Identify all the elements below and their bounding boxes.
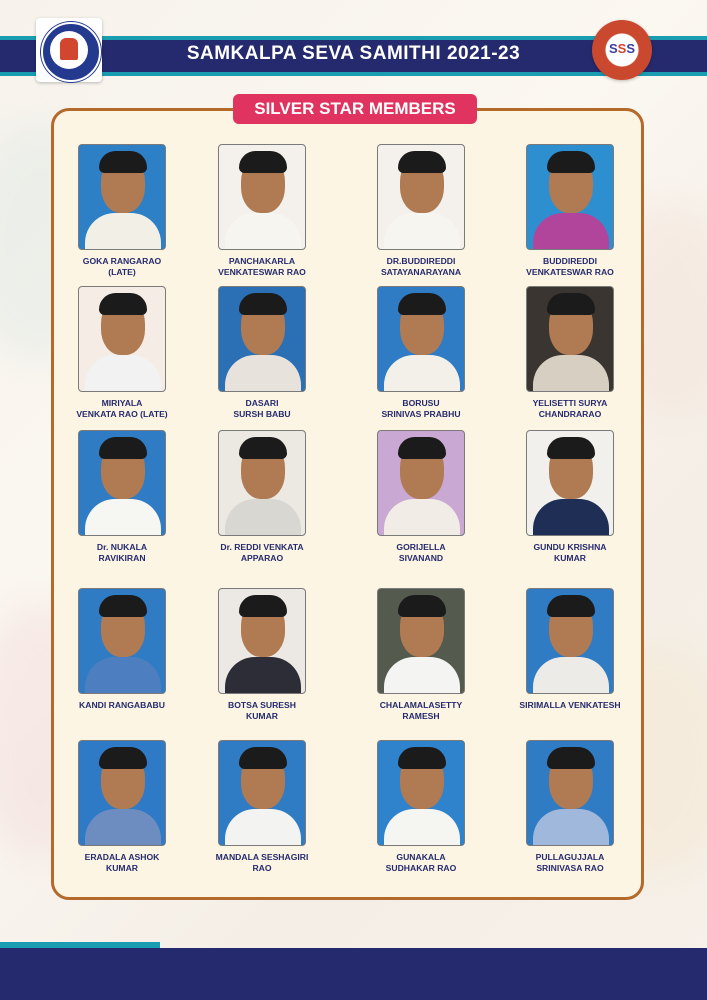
member-name-line2: RAMESH [402, 711, 440, 721]
member-name: GUNDU KRISHNA [533, 542, 607, 552]
member-photo [526, 740, 614, 846]
member-name-line2: RAVIKIRAN [98, 553, 146, 563]
member-photo [377, 740, 465, 846]
member-photo [526, 286, 614, 392]
member-name: KANDI RANGABABU [79, 700, 165, 710]
member-name-line2: KUMAR [106, 863, 138, 873]
member-name: Dr. REDDI VENKATA [220, 542, 304, 552]
samithi-seal-logo [36, 18, 102, 82]
member-name: ERADALA ASHOK [84, 852, 160, 862]
member-photo [377, 430, 465, 536]
member-photo [78, 740, 166, 846]
member-name: MIRIYALA [101, 398, 143, 408]
member-name-line2: (LATE) [108, 267, 136, 277]
section-title-banner: SILVER STAR MEMBERS [233, 94, 477, 124]
footer-band [0, 942, 707, 1000]
member-name-line2: APPARAO [240, 553, 284, 563]
member-name-line2: VENKATA RAO (LATE) [76, 409, 168, 419]
member-photo [218, 144, 306, 250]
member-photo [526, 430, 614, 536]
member-name: GOKA RANGARAO [82, 256, 162, 266]
member-name-line2: SATAYANARAYANA [380, 267, 462, 277]
member-name: BUDDIREDDI [543, 256, 597, 266]
member-photo [526, 588, 614, 694]
member-name-line2: CHANDRARAO [538, 409, 602, 419]
member-name: BORUSU [402, 398, 440, 408]
member-name-line2: SURSH BABU [233, 409, 291, 419]
member-name-line2: VENKATESWAR RAO [526, 267, 614, 277]
member-name-line2: KUMAR [246, 711, 278, 721]
member-photo [218, 588, 306, 694]
member-photo [78, 430, 166, 536]
member-photo [218, 286, 306, 392]
member-photo [526, 144, 614, 250]
member-name: GORIJELLA [396, 542, 446, 552]
member-photo [78, 588, 166, 694]
member-name: SIRIMALLA VENKATESH [519, 700, 621, 710]
member-name: MANDALA SESHAGIRI [215, 852, 309, 862]
member-name: PANCHAKARLA [228, 256, 296, 266]
member-photo [218, 430, 306, 536]
member-name: DR.BUDDIREDDI [386, 256, 456, 266]
member-photo [377, 144, 465, 250]
member-name: PULLAGUJJALA [535, 852, 605, 862]
member-name: GUNAKALA [396, 852, 446, 862]
sss-logo: SSS [592, 20, 652, 80]
member-name: Dr. NUKALA [96, 542, 148, 552]
member-name: YELISETTI SURYA [532, 398, 608, 408]
member-photo [218, 740, 306, 846]
member-name-line2: SRINIVAS PRABHU [381, 409, 461, 419]
member-name: BOTSA SURESH [228, 700, 296, 710]
member-name: DASARI [245, 398, 279, 408]
page-title: SAMKALPA SEVA SAMITHI 2021-23 [186, 43, 521, 64]
member-photo [78, 144, 166, 250]
member-name-line2: SRINIVASA RAO [536, 863, 604, 873]
member-photo [377, 588, 465, 694]
member-photo [377, 286, 465, 392]
member-photo [78, 286, 166, 392]
member-name-line2: SIVANAND [398, 553, 444, 563]
member-name-line2: RAO [252, 863, 272, 873]
member-name-line2: KUMAR [554, 553, 586, 563]
member-name: CHALAMALASETTY [379, 700, 463, 710]
member-name-line2: SUDHAKAR RAO [385, 863, 457, 873]
member-name-line2: VENKATESWAR RAO [218, 267, 306, 277]
